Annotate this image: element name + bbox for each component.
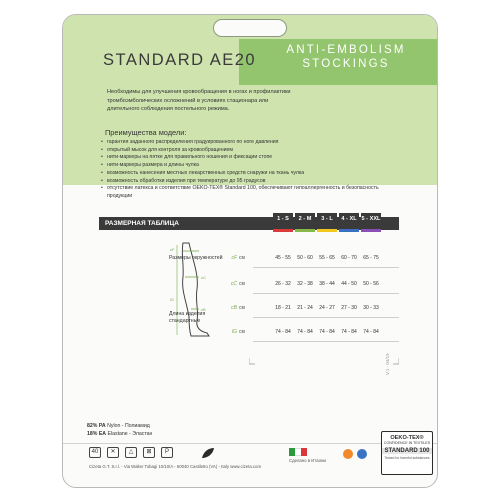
oeko-brand: OEKO-TEX® bbox=[390, 435, 424, 441]
row-divider bbox=[253, 341, 399, 342]
feature-item: • возможность обработки изделия при температуре до 95 градусов bbox=[99, 178, 399, 186]
composition bbox=[87, 423, 152, 438]
size-table-title: РАЗМЕРНАЯ ТАБЛИЦА bbox=[105, 220, 179, 227]
oeko-tex-badge bbox=[381, 431, 433, 475]
size-color-stripe bbox=[317, 229, 337, 232]
certification-dot-icon bbox=[343, 449, 353, 459]
row-unit-label: см bbox=[239, 281, 245, 287]
size-table-cell: 27 - 30 bbox=[341, 305, 357, 311]
flag-stripe-red bbox=[301, 448, 307, 456]
size-color-stripe bbox=[295, 229, 315, 232]
dry-clean-icon: P bbox=[161, 447, 173, 458]
size-color-stripe bbox=[361, 229, 381, 232]
oeko-sub: CONFIDENCE IN TEXTILES bbox=[383, 441, 431, 445]
size-table-cell: 74 - 84 bbox=[319, 329, 335, 335]
size-table-cell: 74 - 84 bbox=[275, 329, 291, 335]
size-table-cell: 74 - 84 bbox=[341, 329, 357, 335]
feature-item: • гарантия заданного распределения градуированного по ноге давления bbox=[99, 139, 399, 147]
size-column-header: 3 - L bbox=[317, 213, 337, 231]
product-title: STANDARD AE20 bbox=[103, 51, 257, 69]
size-column-header: 2 - M bbox=[295, 213, 315, 231]
size-table-cell: 21 - 24 bbox=[297, 305, 313, 311]
row-unit-label: см bbox=[239, 255, 245, 261]
size-table-cell: 74 - 84 bbox=[297, 329, 313, 335]
feature-item: • открытый мысок для контроля за кровообращением bbox=[99, 147, 399, 155]
row-divider bbox=[253, 317, 399, 318]
circumference-label: Размеры окружностей bbox=[169, 255, 223, 261]
row-unit-label: см bbox=[239, 329, 245, 335]
product-line-label bbox=[253, 43, 438, 71]
row-key-label: cB bbox=[231, 305, 237, 311]
origin-label: Сделано в Италии bbox=[289, 458, 326, 463]
oeko-note: Tested for harmful substances bbox=[384, 456, 430, 460]
feature-item: • отсутствие латекса и соответствие OEKO-TEX® Standard 100, обеспечивают гипоаллергенность и безопасность продукции bbox=[99, 185, 399, 200]
certification-dot-icon bbox=[357, 449, 367, 459]
hang-tab-hole bbox=[213, 19, 287, 37]
bleach-icon: △ bbox=[125, 447, 137, 458]
size-table-cell: 32 - 38 bbox=[297, 281, 313, 287]
size-table-cell: 65 - 75 bbox=[363, 255, 379, 261]
leg-label-cf: cF bbox=[170, 247, 175, 252]
size-table-cell: 74 - 84 bbox=[363, 329, 379, 335]
leg-label-cb: cB bbox=[201, 307, 206, 312]
care-symbols bbox=[89, 447, 173, 458]
product-line-line-1: ANTI-EMBOLISM bbox=[286, 44, 406, 56]
length-label: Длина изделия стандартные bbox=[169, 311, 206, 324]
manufacturer-info: Cizeta G.T. S.r.l. - Via Walter Tobagi 10/10/A - 60040 Castiletto (VA) - Italy www.cizeta.com bbox=[89, 464, 262, 469]
row-divider bbox=[253, 293, 399, 294]
size-color-stripe bbox=[339, 229, 359, 232]
wash-icon: 40 bbox=[89, 447, 101, 458]
size-column-header: 1 - S bbox=[273, 213, 293, 231]
crop-mark bbox=[249, 358, 399, 366]
size-table-cell: 50 - 60 bbox=[297, 255, 313, 261]
size-table-cell: 60 - 70 bbox=[341, 255, 357, 261]
no-tumble-dry-icon: ⊠ bbox=[143, 447, 155, 458]
size-table-cell: 44 - 50 bbox=[341, 281, 357, 287]
size-table-cell: 50 - 56 bbox=[363, 281, 379, 287]
packaging-card bbox=[62, 14, 438, 488]
oeko-standard: STANDARD 100 bbox=[382, 448, 432, 454]
composition-1-material: Nylon - Полиамид bbox=[105, 423, 150, 429]
composition-2-material: Elastane - Эластан bbox=[106, 430, 153, 437]
feature-item: • возможность нанесения местных лекарственных средств снаружи на ткань чулка bbox=[99, 170, 399, 178]
row-divider bbox=[253, 267, 399, 268]
leg-label-lg: lG bbox=[170, 297, 174, 302]
size-table-cell: 30 - 33 bbox=[363, 305, 379, 311]
composition-1-percent: 82% PA bbox=[87, 423, 106, 429]
product-line-line-2: STOCKINGS bbox=[302, 58, 390, 70]
feature-item: • нити-маркеры на пятке для правильного ношения и фиксации стопе bbox=[99, 154, 399, 162]
size-table-cell: 55 - 65 bbox=[319, 255, 335, 261]
features-title: Преимущества модели: bbox=[105, 128, 187, 137]
size-column-header: 5 - XXL bbox=[361, 213, 381, 231]
size-table-cell: 38 - 44 bbox=[319, 281, 335, 287]
version-code: V.1 - 04/19 bbox=[385, 353, 390, 375]
size-table-cell: 18 - 21 bbox=[275, 305, 291, 311]
composition-2-percent: 18% EA bbox=[87, 430, 107, 437]
italy-flag-icon bbox=[289, 448, 307, 456]
size-color-stripe bbox=[273, 229, 293, 232]
size-table-cell: 45 - 55 bbox=[275, 255, 291, 261]
features-list bbox=[99, 139, 399, 201]
feature-item: • нити-маркеры размера и длины чулка bbox=[99, 162, 399, 170]
no-bleach-icon: ✕ bbox=[107, 447, 119, 458]
row-key-label: cC bbox=[230, 281, 237, 287]
recycle-leaf-icon bbox=[201, 447, 215, 459]
size-column-header: 4 - XL bbox=[339, 213, 359, 231]
intro-text: Необходимы для улучшения кровообращения в ногах и профилактики тромбоэмболических осложнений в условиях стационара или длительного соблюдения постельного режима. bbox=[107, 89, 291, 113]
row-key-label: lG bbox=[232, 329, 237, 335]
leg-label-cc: cC bbox=[201, 275, 206, 280]
size-table-cell: 24 - 27 bbox=[319, 305, 335, 311]
row-key-label: cF bbox=[231, 255, 237, 261]
row-unit-label: см bbox=[239, 305, 245, 311]
size-table-cell: 26 - 32 bbox=[275, 281, 291, 287]
